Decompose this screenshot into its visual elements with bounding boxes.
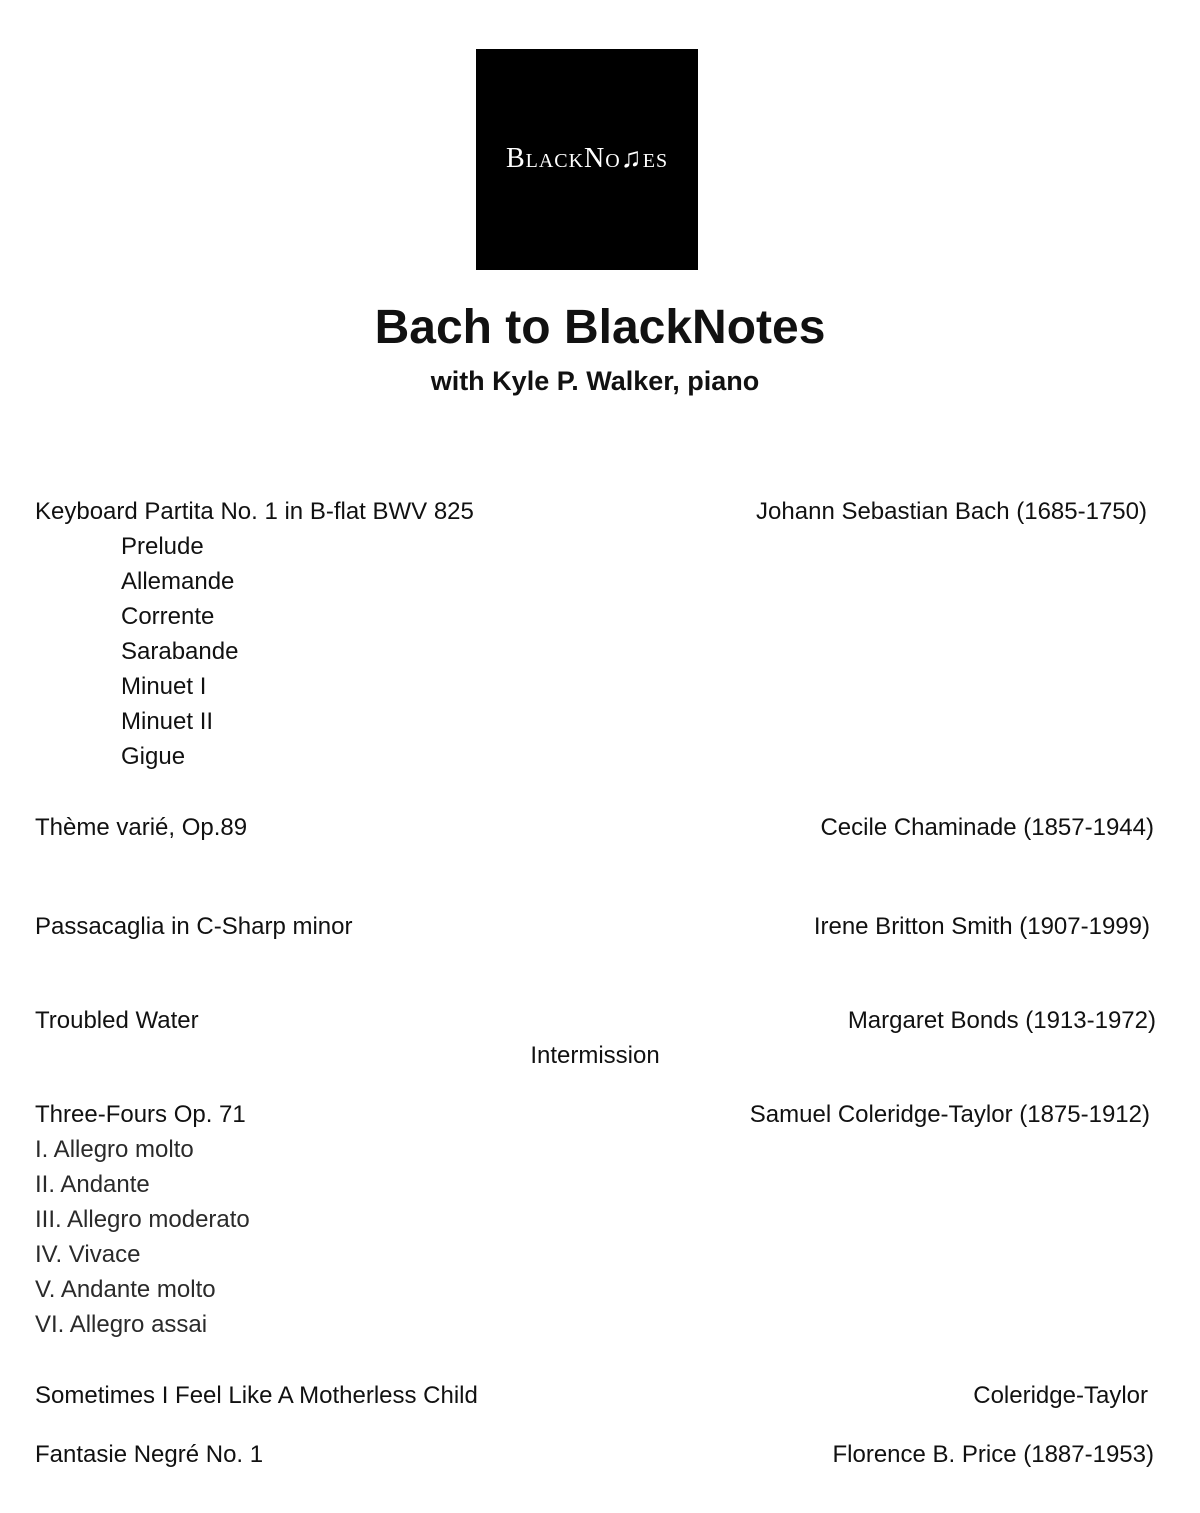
logo-text: BlackNo♫es [505,143,669,174]
logo [476,49,698,270]
composer-name: Coleridge-Taylor [973,1382,1148,1409]
movement: III. Allegro moderato [35,1206,250,1233]
work-title: Troubled Water [35,1007,199,1034]
movement: VI. Allegro assai [35,1311,208,1338]
movement: Minuet I [121,673,207,700]
composer-name: Johann Sebastian Bach (1685-1750) [756,498,1147,525]
work-title: Three-Fours Op. 71 [35,1101,246,1128]
work-title: Passacaglia in C-Sharp minor [35,913,353,940]
movement: Gigue [121,743,186,770]
movement: V. Andante molto [35,1276,216,1303]
composer-name: Irene Britton Smith (1907-1999) [813,913,1150,940]
work-title: Thème varié, Op.89 [35,814,248,841]
movement: IV. Vivace [35,1241,141,1268]
composer-name: Florence B. Price (1887-1953) [832,1441,1154,1468]
intermission-label: Intermission [530,1042,660,1069]
page-title: Bach to BlackNotes [374,301,826,354]
composer-name: Samuel Coleridge-Taylor (1875-1912) [749,1101,1150,1128]
movement: Prelude [121,533,204,560]
movement: Corrente [121,603,215,630]
movement: I. Allegro molto [35,1136,194,1163]
movement: II. Andante [35,1171,150,1198]
movement: Minuet II [121,708,214,735]
work-title: Sometimes I Feel Like A Motherless Child [35,1382,478,1409]
composer-name: Margaret Bonds (1913-1972) [847,1007,1156,1034]
movement: Sarabande [121,638,239,665]
movement: Allemande [121,568,235,595]
work-title: Fantasie Negré No. 1 [35,1441,264,1468]
composer-name: Cecile Chaminade (1857-1944) [820,814,1154,841]
work-title: Keyboard Partita No. 1 in B-flat BWV 825 [35,498,474,525]
page-subtitle: with Kyle P. Walker, piano [430,366,760,396]
